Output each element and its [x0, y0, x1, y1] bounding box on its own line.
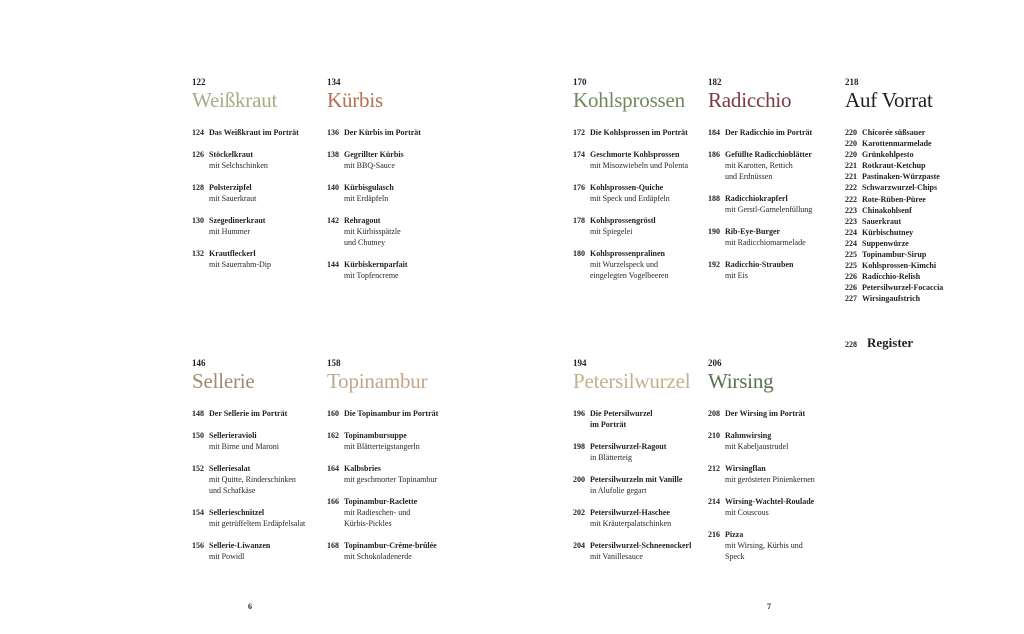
vorrat-item[interactable]	[845, 160, 985, 171]
entry-subtitle: mit Birne und Maroni	[209, 442, 279, 451]
entry-page-number: 200	[573, 475, 585, 484]
entry-title: Kalbsbries	[344, 464, 381, 473]
entry-body	[590, 441, 705, 463]
vorrat-item-page-number: 223	[845, 216, 857, 226]
section-title: Topinambur	[327, 369, 428, 393]
entry-subtitle: mit Kräuterpalatschinken	[590, 519, 672, 528]
toc-entry[interactable]	[573, 149, 703, 171]
entry-page-number: 174	[573, 150, 585, 159]
entry-title: Kohlsprossengröstl	[590, 216, 656, 225]
vorrat-item[interactable]	[845, 216, 985, 227]
toc-entry[interactable]	[573, 408, 705, 430]
vorrat-item-page-number: 226	[845, 272, 857, 282]
entry-body	[209, 127, 320, 138]
entry-page-number: 190	[708, 227, 720, 236]
entry-page-number: 202	[573, 508, 585, 517]
vorrat-item-title: Chicorée süßsauer	[862, 128, 926, 137]
vorrat-item-page-number: 225	[845, 261, 857, 271]
section-title: Weißkraut	[192, 88, 278, 112]
vorrat-item-title: Kürbischutney	[862, 227, 914, 237]
vorrat-item-page-number: 220	[845, 150, 857, 160]
entry-title: Radicchiokrapferl	[725, 194, 788, 203]
entry-title: Rib-Eye-Burger	[725, 227, 781, 236]
toc-entry[interactable]	[327, 149, 455, 171]
toc-entry[interactable]	[327, 430, 455, 452]
entry-list	[327, 127, 455, 281]
vorrat-item[interactable]	[845, 194, 985, 205]
entry-body	[590, 127, 703, 138]
entry-title: Rehragout	[344, 216, 381, 225]
entry-page-number: 168	[327, 541, 339, 550]
entry-body	[590, 248, 703, 281]
entry-body	[590, 215, 703, 237]
entry-page-number: 204	[573, 541, 585, 550]
entry-title: Petersilwurzel-Ragout	[590, 442, 667, 451]
toc-entry[interactable]	[192, 540, 320, 562]
entry-list	[573, 127, 703, 281]
entry-page-number: 162	[327, 431, 339, 440]
entry-title: Petersilwurzel-Haschee	[590, 508, 670, 517]
entry-body	[344, 430, 455, 452]
entry-page-number: 212	[708, 464, 720, 473]
section-auf-vorrat	[845, 77, 985, 305]
section-page-number: 170	[573, 77, 587, 87]
section-topinambur	[327, 358, 455, 573]
section-kohlsprossen	[573, 77, 703, 292]
section-page-number: 134	[327, 77, 341, 87]
section-radicchio	[708, 77, 840, 292]
entry-title: Die Topinambur im Porträt	[344, 409, 439, 418]
toc-entry[interactable]	[327, 259, 455, 281]
toc-entry[interactable]	[327, 540, 455, 562]
entry-title: Szegedinerkraut	[209, 216, 266, 225]
entry-subtitle: mit Powidl	[209, 552, 245, 561]
vorrat-item-page-number: 224	[845, 238, 857, 248]
entry-body	[725, 149, 840, 182]
vorrat-item-page-number: 221	[845, 172, 857, 182]
section-title: Petersilwurzel	[573, 369, 691, 393]
vorrat-item[interactable]	[845, 182, 985, 193]
toc-entry[interactable]	[327, 182, 455, 204]
vorrat-item-title: Rotkraut-Ketchup	[862, 161, 926, 171]
vorrat-item-title: Radicchio-Relish	[862, 272, 921, 282]
entry-title: Sellerieschnitzel	[209, 508, 265, 517]
section-page-number: 146	[192, 358, 206, 368]
entry-subtitle: mit geschmorter Topinambur	[344, 475, 438, 484]
entry-page-number: 136	[327, 128, 339, 137]
vorrat-item[interactable]	[845, 127, 985, 138]
entry-list	[192, 127, 320, 270]
entry-page-number: 138	[327, 150, 339, 159]
section-page-number: 182	[708, 77, 722, 87]
entry-title: Wirsingflan	[725, 464, 766, 473]
vorrat-item[interactable]	[845, 205, 985, 216]
entry-body	[209, 430, 320, 452]
section-page-number: 158	[327, 358, 341, 368]
entry-subtitle: mit Karotten, Rettich und Erdnüssen	[725, 161, 793, 181]
vorrat-item-page-number: 227	[845, 294, 857, 304]
entry-title: Der Wirsing im Porträt	[725, 409, 806, 418]
toc-entry[interactable]	[327, 408, 455, 419]
entry-body	[590, 408, 705, 430]
toc-entry[interactable]	[192, 463, 320, 496]
entry-subtitle: mit Gerstl-Garnelenfüllung	[725, 205, 813, 214]
vorrat-item-title: Schwarzwurzel-Chips	[862, 183, 938, 193]
toc-entry[interactable]	[192, 127, 320, 138]
vorrat-item-page-number: 226	[845, 283, 857, 293]
vorrat-item-title: Rote-Rüben-Püree	[862, 194, 926, 204]
entry-subtitle: mit Selchschinken	[209, 161, 268, 170]
entry-body	[344, 215, 455, 248]
entry-page-number: 140	[327, 183, 339, 192]
vorrat-item-title: Kohlsprossen-Kimchi	[862, 261, 937, 271]
entry-title: Rahmwirsing	[725, 431, 772, 440]
entry-subtitle: mit Wirsing, Kürbis und Speck	[725, 541, 803, 561]
register-label: Register	[867, 335, 914, 350]
entry-body	[344, 496, 455, 529]
entry-subtitle: mit Vanillesauce	[590, 552, 643, 561]
entry-page-number: 216	[708, 530, 720, 539]
section-title: Auf Vorrat	[845, 88, 933, 112]
toc-entry[interactable]	[192, 149, 320, 171]
entry-subtitle: mit Misozwiebeln und Polenta	[590, 161, 688, 170]
entry-body	[590, 474, 705, 496]
register-page-number: 228	[845, 340, 857, 349]
toc-entry[interactable]	[573, 540, 705, 562]
entry-subtitle: mit Spiegelei	[590, 227, 633, 236]
section-title: Kohlsprossen	[573, 88, 685, 112]
entry-page-number: 192	[708, 260, 720, 269]
vorrat-item-title: Topinambur-Sirup	[862, 250, 927, 260]
entry-body	[344, 149, 455, 171]
vorrat-item-title: Karottenmarmelade	[862, 139, 932, 149]
vorrat-item-page-number: 222	[845, 194, 857, 204]
entry-list	[192, 408, 320, 562]
toc-entry[interactable]	[192, 182, 320, 204]
entry-title: Petersilwurzel-Schneenockerl	[590, 541, 692, 550]
entry-page-number: 142	[327, 216, 339, 225]
entry-subtitle: mit Sauerkraut	[209, 194, 257, 203]
entry-subtitle: mit Quitte, Rinderschinken und Schafkäse	[209, 475, 296, 495]
vorrat-item-title: Suppenwürze	[862, 238, 909, 248]
toc-entry[interactable]	[327, 496, 455, 529]
entry-title: Kohlsprossenpralinen	[590, 249, 665, 258]
vorrat-item-title: Grünkohlpesto	[862, 150, 914, 160]
entry-page-number: 180	[573, 249, 585, 258]
entry-body	[209, 408, 320, 419]
entry-page-number: 166	[327, 497, 339, 506]
entry-subtitle: mit Topfencreme	[344, 271, 399, 280]
entry-body	[590, 182, 703, 204]
entry-subtitle: mit BBQ-Sauce	[344, 161, 395, 170]
vorrat-item[interactable]	[845, 271, 985, 282]
entry-body	[209, 182, 320, 204]
toc-entry[interactable]	[708, 529, 840, 562]
section-page-number: 122	[192, 77, 206, 87]
entry-title: Wirsing-Wachtel-Roulade	[725, 497, 815, 506]
entry-body	[725, 529, 840, 562]
entry-body	[590, 507, 705, 529]
entry-title: Gefüllte Radicchioblätter	[725, 150, 812, 159]
entry-page-number: 178	[573, 216, 585, 225]
entry-title: Krautfleckerl	[209, 249, 256, 258]
entry-page-number: 148	[192, 409, 204, 418]
entry-title: Radicchio-Strauben	[725, 260, 794, 269]
vorrat-item[interactable]	[845, 282, 985, 293]
entry-body	[344, 408, 455, 419]
entry-page-number: 156	[192, 541, 204, 550]
entry-title: Pizza	[725, 530, 744, 539]
entry-title: Der Kürbis im Porträt	[344, 128, 421, 137]
entry-subtitle: mit Couscous	[725, 508, 769, 517]
entry-page-number: 198	[573, 442, 585, 451]
toc-entry[interactable]	[573, 248, 703, 281]
section-page-number: 206	[708, 358, 722, 368]
section-title: Wirsing	[708, 369, 774, 393]
toc-entry[interactable]	[708, 127, 840, 138]
entry-title: Der Sellerie im Porträt	[209, 409, 288, 418]
entry-list	[708, 408, 840, 562]
entry-title: Kürbiskernparfait	[344, 260, 408, 269]
entry-page-number: 128	[192, 183, 204, 192]
toc-entry[interactable]	[327, 215, 455, 248]
entry-page-number: 208	[708, 409, 720, 418]
entry-subtitle: mit Radieschen- und Kürbis-Pickles	[344, 508, 411, 528]
toc-entry[interactable]	[192, 430, 320, 452]
entry-subtitle: in Blätterteig	[590, 453, 632, 462]
entry-page-number: 130	[192, 216, 204, 225]
vorrat-item[interactable]	[845, 260, 985, 271]
entry-title: Die Kohlsprossen im Porträt	[590, 128, 688, 137]
section-title: Radicchio	[708, 88, 792, 112]
toc-entry[interactable]	[192, 215, 320, 237]
entry-page-number: 150	[192, 431, 204, 440]
entry-body	[725, 127, 840, 138]
entry-subtitle: mit Radicchiomarmelade	[725, 238, 806, 247]
entry-page-number: 144	[327, 260, 339, 269]
vorrat-item[interactable]	[845, 227, 985, 238]
entry-body	[725, 226, 840, 248]
entry-title: Petersilwurzeln mit Vanille	[590, 475, 683, 484]
entry-page-number: 154	[192, 508, 204, 517]
toc-entry[interactable]	[573, 441, 705, 463]
vorrat-item-title: Sauerkraut	[862, 216, 902, 226]
entry-title: Selleriesalat	[209, 464, 251, 473]
vorrat-item-title: Wirsingaufstrich	[862, 294, 921, 304]
entry-subtitle: mit Hummer	[209, 227, 251, 236]
entry-body	[725, 408, 840, 419]
entry-body	[209, 248, 320, 270]
entry-subtitle: mit Sauerrahm-Dip	[209, 260, 271, 269]
entry-page-number: 160	[327, 409, 339, 418]
entry-body	[344, 259, 455, 281]
toc-entry[interactable]	[708, 496, 840, 518]
section-title: Sellerie	[192, 369, 255, 393]
entry-page-number: 124	[192, 128, 204, 137]
entry-page-number: 210	[708, 431, 720, 440]
entry-title: Polsterzipfel	[209, 183, 252, 192]
vorrat-item[interactable]	[845, 249, 985, 260]
entry-body	[209, 507, 320, 529]
vorrat-item-title: Chinakohlsenf	[862, 205, 912, 215]
vorrat-item-page-number: 222	[845, 183, 857, 193]
entry-subtitle: in Alufolie gegart	[590, 486, 647, 495]
page-number-right: 7	[767, 602, 771, 611]
section-page-number: 194	[573, 358, 587, 368]
entry-body	[725, 463, 840, 485]
vorrat-item[interactable]	[845, 138, 985, 149]
entry-page-number: 176	[573, 183, 585, 192]
entry-page-number: 132	[192, 249, 204, 258]
entry-title: Topinambursuppe	[344, 431, 407, 440]
entry-page-number: 188	[708, 194, 720, 203]
vorrat-item-page-number: 225	[845, 250, 857, 260]
entry-title: Topinambur-Crème-brûlée	[344, 541, 437, 550]
entry-body	[209, 215, 320, 237]
toc-entry[interactable]	[192, 408, 320, 419]
entry-page-number: 126	[192, 150, 204, 159]
entry-page-number: 184	[708, 128, 720, 137]
entry-title: Geschmorte Kohlsprossen	[590, 150, 680, 159]
entry-subtitle: mit Schokoladenerde	[344, 552, 412, 561]
entry-page-number: 196	[573, 409, 585, 418]
entry-subtitle: mit Erdäpfeln	[344, 194, 389, 203]
entry-subtitle: mit Eis	[725, 271, 748, 280]
entry-list	[327, 408, 455, 562]
toc-entry[interactable]	[573, 215, 703, 237]
toc-entry[interactable]	[573, 507, 705, 529]
vorrat-item-page-number: 224	[845, 227, 857, 237]
vorrat-item-page-number: 221	[845, 161, 857, 171]
toc-entry[interactable]	[327, 127, 455, 138]
section-title: Kürbis	[327, 88, 383, 112]
entry-page-number: 172	[573, 128, 585, 137]
section-sellerie	[192, 358, 320, 573]
entry-body	[725, 259, 840, 281]
vorrat-item-title: Petersilwurzel-Focaccia	[862, 283, 944, 293]
entry-title: Topinambur-Raclette	[344, 497, 418, 506]
entry-subtitle: mit Speck und Erdäpfeln	[590, 194, 670, 203]
toc-entry[interactable]	[708, 463, 840, 485]
entry-page-number: 152	[192, 464, 204, 473]
toc-entry[interactable]	[708, 226, 840, 248]
section-weisskraut	[192, 77, 320, 281]
entry-title: Kohlsprossen-Quiche	[590, 183, 664, 192]
vorrat-list	[845, 127, 985, 305]
entry-body	[209, 540, 320, 562]
toc-entry[interactable]	[327, 463, 455, 485]
toc-entry[interactable]	[192, 248, 320, 270]
entry-body	[344, 182, 455, 204]
vorrat-item[interactable]	[845, 293, 985, 304]
section-wirsing	[708, 358, 840, 573]
toc-entry[interactable]	[573, 127, 703, 138]
entry-title: Der Radicchio im Porträt	[725, 128, 813, 137]
entry-subtitle: mit Blätterteigstangerln	[344, 442, 420, 451]
entry-body	[725, 496, 840, 518]
toc-entry[interactable]	[708, 193, 840, 215]
page-number-left: 6	[248, 602, 252, 611]
toc-entry[interactable]	[708, 430, 840, 452]
entry-list	[708, 127, 840, 281]
vorrat-item[interactable]	[845, 238, 985, 249]
vorrat-item[interactable]	[845, 171, 985, 182]
entry-subtitle: mit Kabeljaustrudel	[725, 442, 789, 451]
section-kuerbis	[327, 77, 455, 292]
vorrat-item-page-number: 220	[845, 128, 857, 137]
entry-page-number: 186	[708, 150, 720, 159]
section-page-number: 218	[845, 77, 859, 87]
entry-subtitle: mit Wurzelspeck und eingelegten Vogelbeeren	[590, 260, 669, 280]
entry-subtitle: mit Kürbisspätzle und Chutney	[344, 227, 401, 247]
vorrat-item-title: Pastinaken-Würzpaste	[862, 172, 940, 182]
section-petersilwurzel	[573, 358, 705, 573]
entry-title: Kürbisgulasch	[344, 183, 394, 192]
entry-body	[725, 193, 840, 215]
entry-list	[573, 408, 705, 562]
entry-body	[209, 149, 320, 171]
entry-page-number: 164	[327, 464, 339, 473]
entry-body	[209, 463, 320, 496]
entry-body	[725, 430, 840, 452]
entry-title: Sellerieravioli	[209, 431, 257, 440]
toc-entry[interactable]	[573, 182, 703, 204]
entry-subtitle: mit getrüffeltem Erdäpfelsalat	[209, 519, 306, 528]
entry-title: Das Weißkraut im Porträt	[209, 128, 299, 137]
entry-page-number: 214	[708, 497, 720, 506]
toc-entry[interactable]	[708, 408, 840, 419]
entry-title: Stöckelkraut	[209, 150, 253, 159]
toc-entry[interactable]	[708, 259, 840, 281]
vorrat-item-page-number: 220	[845, 139, 857, 149]
toc-entry[interactable]	[192, 507, 320, 529]
entry-title: Gegrillter Kürbis	[344, 150, 404, 159]
entry-title: Sellerie-Liwanzen	[209, 541, 271, 550]
entry-body	[590, 149, 703, 171]
entry-body	[344, 463, 455, 485]
vorrat-item[interactable]	[845, 149, 985, 160]
vorrat-item-page-number: 223	[845, 205, 857, 215]
entry-subtitle: mit gerösteten Pinienkernen	[725, 475, 815, 484]
toc-entry[interactable]	[573, 474, 705, 496]
toc-entry[interactable]	[708, 149, 840, 182]
entry-body	[590, 540, 705, 562]
entry-body	[344, 540, 455, 562]
register-entry[interactable]	[845, 335, 913, 351]
entry-body	[344, 127, 455, 138]
entry-title: Die Petersilwurzel im Porträt	[590, 409, 653, 429]
